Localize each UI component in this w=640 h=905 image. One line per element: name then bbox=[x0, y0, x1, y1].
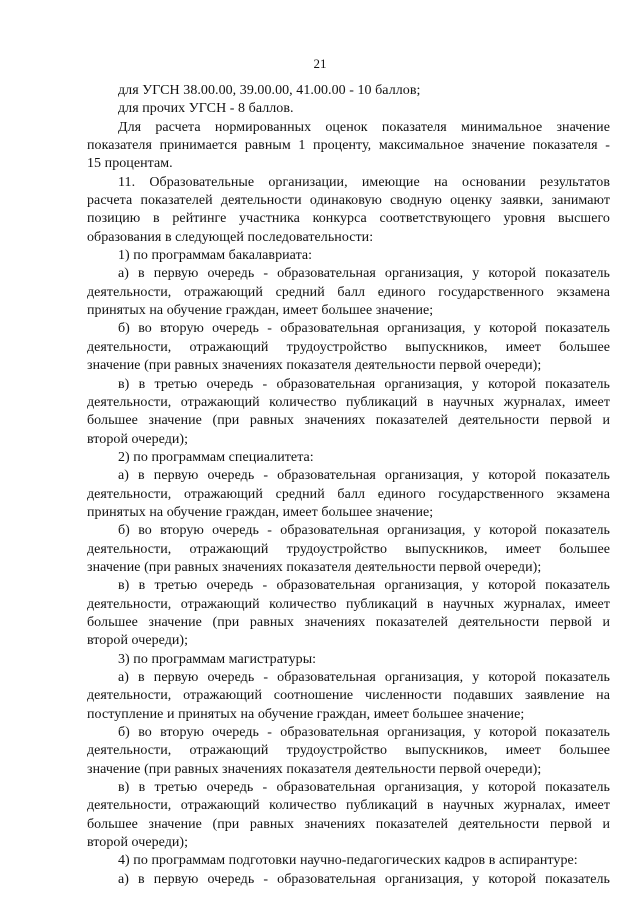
text-line: позицию в рейтинге участника конкурса соответствующего уровня высшего bbox=[87, 211, 610, 227]
text-line: значение (при равных значениях показателя деятельности первой очереди); bbox=[87, 761, 542, 777]
text-line: деятельности, отражающий средний балл единого государственного экзамена bbox=[87, 284, 610, 300]
text-line: второй очереди); bbox=[87, 633, 189, 649]
text-line: второй очереди); bbox=[87, 835, 189, 851]
text-line: второй очереди); bbox=[87, 431, 189, 447]
text-line: 2) по программам специалитета: bbox=[118, 449, 314, 465]
text-line: 15 процентам. bbox=[87, 156, 173, 172]
text-line: в) в третью очередь - образовательная организация, у которой показатель bbox=[118, 376, 610, 392]
text-line: деятельности, отражающий трудоустройство выпускников, имеет большее bbox=[87, 339, 610, 355]
text-line: б) во вторую очередь - образовательная организация, у которой показатель bbox=[118, 523, 610, 539]
text-line: в) в третью очередь - образовательная организация, у которой показатель bbox=[118, 780, 610, 796]
text-line: деятельности, отражающий количество публикаций в научных журналах, имеет bbox=[87, 596, 610, 612]
page-number: 21 bbox=[313, 56, 327, 71]
text-line: деятельности, отражающий трудоустройство выпускников, имеет большее bbox=[87, 743, 610, 759]
text-line: а) в первую очередь - образовательная организация, у которой показатель bbox=[118, 871, 610, 887]
text-line: значение (при равных значениях показателя деятельности первой очереди); bbox=[87, 358, 542, 374]
document-body bbox=[87, 82, 610, 889]
text-line: Для расчета нормированных оценок показателя минимальное значение bbox=[118, 119, 610, 135]
text-line: 3) по программам магистратуры: bbox=[118, 651, 317, 667]
text-line: деятельности, отражающий трудоустройство выпускников, имеет большее bbox=[87, 541, 610, 557]
text-line: для УГСН 38.00.00, 39.00.00, 41.00.00 - 10 баллов; bbox=[118, 83, 421, 98]
text-line: а) в первую очередь - образовательная организация, у которой показатель bbox=[118, 468, 610, 484]
text-line: принятых на обучение граждан, имеет большее значение; bbox=[87, 504, 434, 520]
text-line: деятельности, отражающий количество публикаций в научных журналах, имеет bbox=[87, 798, 610, 814]
text-line: образования в следующей последовательности: bbox=[87, 229, 374, 245]
text-line: для прочих УГСН - 8 баллов. bbox=[118, 101, 294, 117]
text-line: большее значение (при равных значениях показателей деятельности первой и bbox=[87, 413, 610, 429]
text-line: 1) по программам бакалавриата: bbox=[118, 248, 313, 264]
text-line: деятельности, отражающий средний балл единого государственного экзамена bbox=[87, 486, 610, 502]
text-line: принятых на обучение граждан, имеет большее значение; bbox=[87, 303, 434, 319]
text-line: а) в первую очередь - образовательная организация, у которой показатель bbox=[118, 670, 610, 685]
text-line: 11. Образовательные организации, имеющие на основании результатов bbox=[118, 174, 610, 190]
text-line: б) во вторую очередь - образовательная организация, у которой показатель bbox=[118, 725, 610, 741]
text-line: большее значение (при равных значениях показателей деятельности первой и bbox=[87, 816, 610, 832]
text-line: б) во вторую очередь - образовательная организация, у которой показатель bbox=[118, 321, 610, 337]
text-line: показателя принимается равным 1 проценту, максимальное значение показателя - bbox=[87, 138, 610, 154]
text-line: расчета показателей деятельности одинаковую сводную оценку заявки, занимают bbox=[87, 193, 610, 209]
text-line: большее значение (при равных значениях показателей деятельности первой и bbox=[87, 614, 610, 630]
text-line: деятельности, отражающий количество публикаций в научных журналах, имеет bbox=[87, 394, 610, 410]
text-line: значение (при равных значениях показателя деятельности первой очереди); bbox=[87, 559, 542, 575]
text-line: 4) по программам подготовки научно-педагогических кадров в аспирантуре: bbox=[118, 853, 578, 869]
text-line: а) в первую очередь - образовательная организация, у которой показатель bbox=[118, 266, 610, 282]
text-line: деятельности, отражающий соотношение численности подавших заявление на bbox=[87, 688, 610, 704]
text-line: в) в третью очередь - образовательная организация, у которой показатель bbox=[118, 578, 610, 594]
text-line: поступление и принятых на обучение граждан, имеет большее значение; bbox=[87, 706, 525, 722]
